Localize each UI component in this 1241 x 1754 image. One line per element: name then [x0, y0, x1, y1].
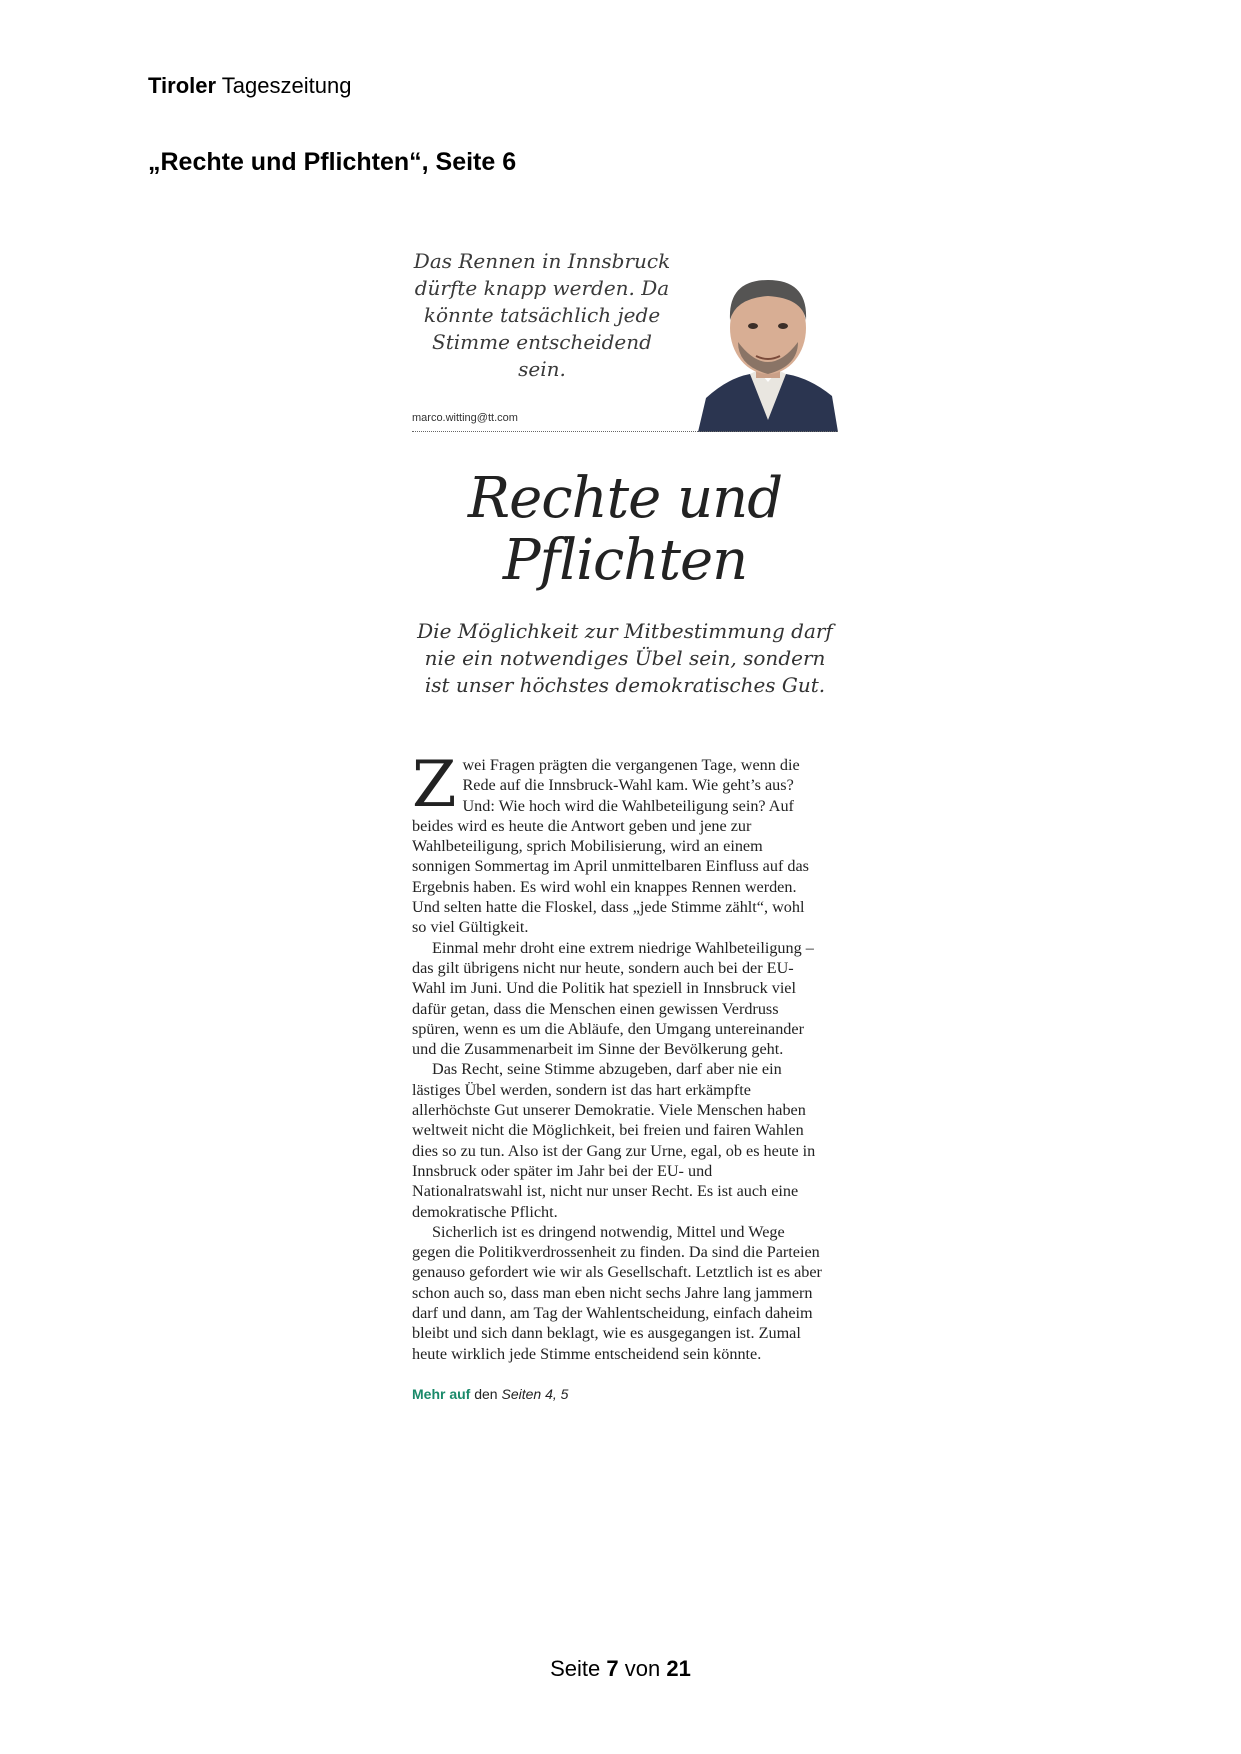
author-box — [412, 240, 838, 432]
page-prefix: Seite — [550, 1656, 601, 1681]
total-pages: 21 — [666, 1656, 691, 1681]
headline-line-2: Pflichten — [502, 528, 748, 593]
more-label: Mehr auf — [412, 1385, 471, 1402]
publication-name — [148, 73, 351, 99]
article-clipping — [412, 240, 838, 1402]
page-middle: von — [624, 1656, 661, 1681]
drop-cap: Z — [412, 748, 457, 822]
headline — [412, 468, 838, 592]
paragraph-text: wei Fragen prägten die vergangenen Tage, wenn die Rede auf die Innsbruck-Wahl kam. Wie geht’s aus? Und: Wie hoch wird die Wahlbeteiligung sein? Auf beides wird es heute die Antwort geben und jene zur Wahlbeteiligung, sprich Mobilisierung, wird an einem sonnigen Sommertag im April unmittelbaren Einfluss auf das Ergebnis haben. Es wird wohl ein knappes Rennen werden. Und selten hatte die Floskel, dass „jede Stimme zählt“, wohl so viel Gültigkeit. — [412, 756, 809, 937]
article-body — [412, 748, 822, 1364]
divider — [412, 431, 838, 432]
current-page: 7 — [606, 1656, 619, 1681]
page-number — [0, 1656, 1241, 1682]
publication-name-bold: Tiroler — [148, 73, 217, 98]
more-pages-ref — [412, 1386, 838, 1402]
author-photo — [698, 270, 838, 432]
publication-name-rest: Tageszeitung — [221, 73, 352, 98]
more-pages: Seiten 4, 5 — [501, 1385, 569, 1402]
pull-quote: Das Rennen in Innsbruck dürfte knapp werden. Da könnte tatsächlich jede Stimme entscheidend sein. — [413, 249, 671, 381]
more-text: den — [474, 1385, 498, 1402]
paragraph: Das Recht, seine Stimme abzugeben, darf aber nie ein lästiges Übel werden, sondern ist das hart erkämpfte allerhöchste Gut unserer Demokratie. Viele Menschen haben weltweit nicht die Möglichkeit, bei freien und fairen Wahlen dies so zu tun. Also ist der Gang zur Urne, egal, ob es heute in Innsbruck oder später im Jahr bei der EU- und Nationalratswahl ist, nicht nur unser Recht. Es ist auch eine demokratische Pflicht. — [412, 1060, 816, 1221]
author-email: marco.witting@tt.com — [412, 412, 518, 424]
headline-line-1: Rechte und — [467, 466, 783, 531]
article-source-title: „Rechte und Pflichten“, Seite 6 — [148, 148, 517, 176]
paragraph: Einmal mehr droht eine extrem niedrige Wahlbeteiligung – das gilt übrigens nicht nur heute, sondern auch bei der EU-Wahl im Juni. Und die Politik hat speziell in Innsbruck viel dafür getan, dass die Menschen einen gewissen Verdruss spüren, wenn es um die Abläufe, den Umgang untereinander und die Zusammenarbeit im Sinne der Bevölkerung geht. — [412, 938, 814, 1059]
subheadline: Die Möglichkeit zur Mitbestimmung darf nie ein notwendiges Übel sein, sondern ist unser höchstes demokratisches Gut. — [417, 619, 833, 697]
paragraph — [412, 748, 822, 938]
paragraph: Sicherlich ist es dringend notwendig, Mittel und Wege gegen die Politikverdrossenheit zu finden. Da sind die Parteien genauso gefordert wie wir als Gesellschaft. Letztlich ist es aber schon auch so, dass man eben nicht sechs Jahre lang jammern darf und dann, am Tag der Wahlentscheidung, einfach daheim bleibt und sich dann beklagt, wie es ausgegangen ist. Zumal heute wirklich jede Stimme entscheidend sein könnte. — [412, 1222, 822, 1363]
